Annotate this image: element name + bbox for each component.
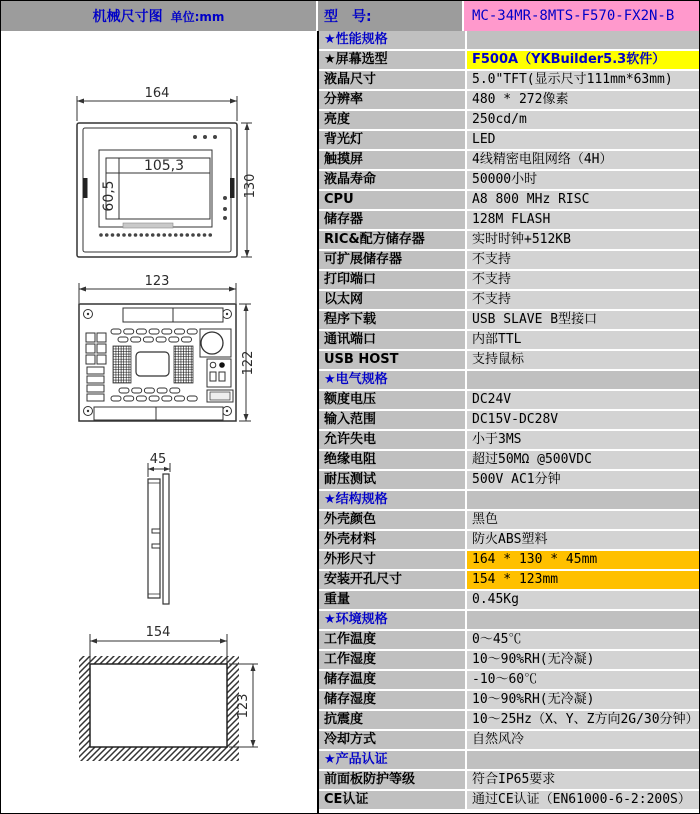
spec-label: CE认证 — [319, 791, 467, 809]
front-view-drawing — [1, 83, 318, 279]
spec-row — [319, 731, 699, 751]
spec-value: A8 800 MHz RISC — [467, 191, 699, 209]
spec-value: -10～60℃ — [467, 671, 699, 689]
spec-row — [319, 111, 699, 131]
spec-row — [319, 191, 699, 211]
spec-label: 储存湿度 — [319, 691, 467, 709]
spec-value: 通过CE认证（EN61000-6-2:200S） — [467, 791, 699, 809]
spec-label: 抗震度 — [319, 711, 467, 729]
spec-row — [319, 51, 699, 71]
spec-row — [319, 271, 699, 291]
spec-row — [319, 471, 699, 491]
spec-label: 打印端口 — [319, 271, 467, 289]
spec-label: ★屏幕选型 — [319, 51, 467, 69]
spec-row — [319, 531, 699, 551]
spec-row — [319, 511, 699, 531]
spec-value: DC24V — [467, 391, 699, 409]
drawing-unit-label: 单位:mm — [170, 9, 225, 24]
spec-value: 符合IP65要求 — [467, 771, 699, 789]
spec-row — [319, 331, 699, 351]
spec-row — [319, 131, 699, 151]
spec-label: 前面板防护等级 — [319, 771, 467, 789]
spec-value: 10～25Hz（X、Y、Z方向2G/30分钟） — [467, 711, 699, 729]
spec-value — [467, 611, 699, 629]
spec-value: 支持鼠标 — [467, 351, 699, 369]
spec-row — [319, 711, 699, 731]
spec-table — [318, 31, 699, 813]
spec-row — [319, 251, 699, 271]
spec-row — [319, 691, 699, 711]
spec-row — [319, 351, 699, 371]
spec-label: 工作湿度 — [319, 651, 467, 669]
spec-label: 绝缘电阻 — [319, 451, 467, 469]
front-width-dim: 164 — [144, 86, 170, 101]
spec-label: 储存温度 — [319, 671, 467, 689]
spec-label: 外壳材料 — [319, 531, 467, 549]
spec-row — [319, 231, 699, 251]
spec-row — [319, 291, 699, 311]
spec-row — [319, 551, 699, 571]
cutout-width-dim: 154 — [145, 625, 171, 640]
spec-row — [319, 431, 699, 451]
spec-value: 自然风冷 — [467, 731, 699, 749]
spec-section-row — [319, 751, 699, 771]
spec-value: 0～45℃ — [467, 631, 699, 649]
spec-label: 输入范围 — [319, 411, 467, 429]
spec-label: ★结构规格 — [319, 491, 467, 509]
spec-label: 分辨率 — [319, 91, 467, 109]
screen-height-dim: 60,5 — [101, 180, 117, 212]
spec-value: 5.0"TFT(显示尺寸111mm*63mm) — [467, 71, 699, 89]
drawing-title: 机械尺寸图 — [92, 9, 163, 25]
spec-value: 164 * 130 * 45mm — [467, 551, 699, 569]
front-height-dim: 130 — [243, 173, 258, 199]
spec-label: 通讯端口 — [319, 331, 467, 349]
spec-row — [319, 391, 699, 411]
spec-value: 4线精密电阻网络（4H） — [467, 151, 699, 169]
spec-label: 液晶寿命 — [319, 171, 467, 189]
spec-value: USB SLAVE B型接口 — [467, 311, 699, 329]
spec-label: 额度电压 — [319, 391, 467, 409]
spec-row — [319, 311, 699, 331]
cutout-height-dim: 123 — [236, 693, 251, 719]
spec-label: ★产品认证 — [319, 751, 467, 769]
spec-label: CPU — [319, 191, 467, 209]
spec-section-row — [319, 491, 699, 511]
spec-value: 0.45Kg — [467, 591, 699, 609]
drawings-panel — [1, 31, 318, 813]
spec-value: 内部TTL — [467, 331, 699, 349]
spec-label: 冷却方式 — [319, 731, 467, 749]
spec-label: 以太网 — [319, 291, 467, 309]
spec-label: 可扩展储存器 — [319, 251, 467, 269]
spec-value: 10～90%RH(无冷凝) — [467, 691, 699, 709]
spec-row — [319, 791, 699, 811]
spec-label: ★电气规格 — [319, 371, 467, 389]
spec-value: 黑色 — [467, 511, 699, 529]
spec-label: ★环境规格 — [319, 611, 467, 629]
spec-value: 防火ABS塑料 — [467, 531, 699, 549]
side-view-drawing — [1, 443, 318, 615]
back-view-drawing — [1, 273, 318, 435]
spec-label: 允许失电 — [319, 431, 467, 449]
spec-label: 亮度 — [319, 111, 467, 129]
spec-row — [319, 671, 699, 691]
spec-label: USB HOST — [319, 351, 467, 369]
spec-value: 50000小时 — [467, 171, 699, 189]
back-height-dim: 122 — [241, 350, 256, 376]
mechanical-drawing-header — [1, 1, 318, 31]
spec-value: 480 * 272像素 — [467, 91, 699, 109]
spec-section-row — [319, 611, 699, 631]
spec-value: F500A（YKBuilder5.3软件） — [467, 51, 699, 69]
spec-value: LED — [467, 131, 699, 149]
header-bar — [1, 1, 699, 31]
spec-row — [319, 631, 699, 651]
spec-row — [319, 411, 699, 431]
spec-label: 重量 — [319, 591, 467, 609]
spec-row — [319, 71, 699, 91]
spec-value: 超过50MΩ @500VDC — [467, 451, 699, 469]
spec-label: RIC&配方储存器 — [319, 231, 467, 249]
model-label: 型 号: — [318, 1, 464, 31]
spec-label: 工作温度 — [319, 631, 467, 649]
spec-value: 154 * 123mm — [467, 571, 699, 589]
spec-value: 不支持 — [467, 291, 699, 309]
spec-section-row — [319, 371, 699, 391]
spec-label: 安装开孔尺寸 — [319, 571, 467, 589]
spec-label: 耐压测试 — [319, 471, 467, 489]
spec-value — [467, 751, 699, 769]
side-depth-dim: 45 — [149, 452, 167, 467]
screen-width-dim: 105,3 — [143, 158, 185, 174]
spec-row — [319, 451, 699, 471]
spec-value: 不支持 — [467, 251, 699, 269]
spec-row — [319, 91, 699, 111]
spec-value — [467, 371, 699, 389]
spec-row — [319, 591, 699, 611]
spec-value: 10～90%RH(无冷凝) — [467, 651, 699, 669]
spec-label: 触摸屏 — [319, 151, 467, 169]
spec-value: 128M FLASH — [467, 211, 699, 229]
back-width-dim: 123 — [144, 274, 170, 289]
spec-row — [319, 571, 699, 591]
spec-label: 储存器 — [319, 211, 467, 229]
spec-row — [319, 171, 699, 191]
spec-value: 500V AC1分钟 — [467, 471, 699, 489]
spec-label: 液晶尺寸 — [319, 71, 467, 89]
spec-row — [319, 651, 699, 671]
cutout-drawing — [1, 619, 318, 813]
model-number: MC-34MR-8MTS-F570-FX2N-B — [464, 1, 699, 31]
spec-value — [467, 31, 699, 49]
spec-section-row — [319, 31, 699, 51]
spec-value: 实时时钟+512KB — [467, 231, 699, 249]
spec-row — [319, 151, 699, 171]
spec-value: 250cd/m — [467, 111, 699, 129]
spec-label: 外壳颜色 — [319, 511, 467, 529]
spec-row — [319, 771, 699, 791]
spec-label: 背光灯 — [319, 131, 467, 149]
spec-value: DC15V-DC28V — [467, 411, 699, 429]
spec-label: 外形尺寸 — [319, 551, 467, 569]
spec-value — [467, 491, 699, 509]
spec-value: 不支持 — [467, 271, 699, 289]
spec-label: ★性能规格 — [319, 31, 467, 49]
spec-value: 小于3MS — [467, 431, 699, 449]
spec-row — [319, 211, 699, 231]
spec-label: 程序下载 — [319, 311, 467, 329]
